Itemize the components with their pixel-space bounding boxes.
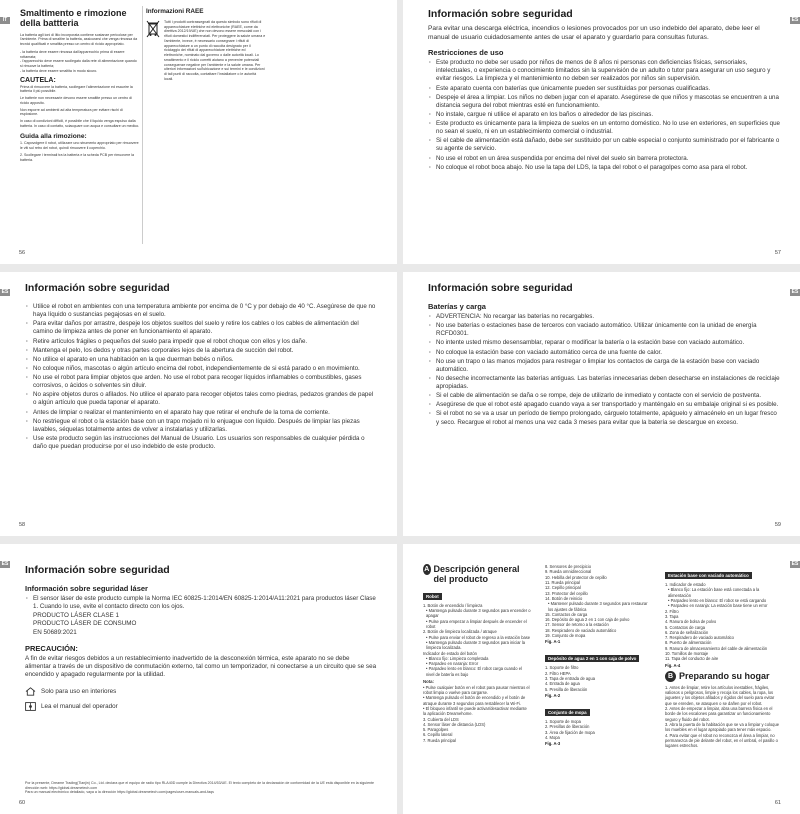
robot-item: 19. Conjunto de mopa	[545, 633, 586, 639]
estacion-item: 1. Indicador de estado	[665, 582, 706, 587]
battery-removal-column	[20, 8, 140, 162]
page-title: Información sobre seguridad	[428, 8, 573, 20]
list-item: · Despeje el área a limpiar. Los niños no deben jugar con el aparato. Asegúrese de que niños y mascotas se encuentren a una distancia segura del robot mientras esté en funcionamiento.	[428, 94, 780, 110]
page-number: 60	[19, 800, 26, 806]
section-b-title: Preparando su hogar	[679, 671, 770, 682]
robot-item: 13. Protector del cepillo	[545, 590, 588, 596]
estacion-item: • Parpadeo lento en blanco: El robot se está cargando	[668, 597, 767, 603]
robot-item: 7. Rueda principal	[423, 737, 456, 743]
language-tag: ES	[1, 561, 9, 567]
list-item: · No aspire objetos duros o afilados. No utilice el aparato para recoger objetos tales como piedras, pedazos grandes de papel o algún artículo que pueda taponar el aparato.	[25, 391, 377, 407]
robot-item: 9. Rueda omnidireccional	[545, 569, 592, 575]
section-subtitle: Baterías y carga	[428, 302, 486, 311]
robot-item: 4. Sensor láser de distancia (LDS)	[423, 721, 486, 727]
indoor-label: Solo para uso en interiores	[41, 688, 117, 696]
raee-text: Tutti i prodotti contrassegnati da questo simbolo sono rifiuti di apparecchiature elettriche ed elettroniche (RAEE, come da direttiva 2012/19/UE) che non devono essere mescolati con i rifiuti domestici indifferenziati. Per proteggere la salute umana e l'ambiente, invece, è necessario consegnare i rifiuti di apparecchiature a un punto di raccolta designato per il riciclaggio dei rifiuti di apparecchiature elettriche ed elettroniche, nominato dal governo o dalle autorità locali. Lo smaltimento e il riciclo corretti aiutano a prevenire potenziali conseguenze negative per l'ambiente e la salute umana. Per ulteriori informazioni sull'ubicazione e sui termini e le condizioni di tali punti di raccolta, contattare l'installatore o le autorità locali.	[164, 20, 266, 81]
estacion-item: 4. Ranura de bolsa de polvo	[665, 619, 717, 625]
manual-book-icon	[25, 702, 36, 711]
manual-row	[25, 702, 377, 711]
robot-item: 3. Cubierta del LDS	[423, 716, 459, 722]
list-item: · No coloque la estación base con vaciado automático cerca de una fuente de calor.	[428, 349, 780, 357]
language-tag: ES	[791, 289, 799, 295]
language-tag: ES	[791, 17, 799, 23]
deposito-item: 1. Soporte de filtro	[545, 665, 579, 671]
robot-item: 5. Paragolpes	[423, 727, 449, 733]
robot-item: • Mantenga pulsado durante 3 segundos para iniciar la limpieza localizada.	[426, 639, 526, 651]
deposito-item: 4. Entrada de agua	[545, 681, 580, 687]
robot-item: 15. Contactos de carga	[545, 611, 588, 617]
estacion-item: 11. Tapa del conducto de aire	[665, 656, 719, 662]
estacion-item: 7. Respiradero de vaciado automático	[665, 635, 734, 641]
estacion-item: • Blanco fijo: La estación base está conectada a la alimentación	[668, 587, 760, 598]
robot-item: 10. Hebilla del protector de cepillo	[545, 574, 607, 580]
list-item: · Utilice el robot en ambientes con una temperatura ambiente por encima de 0 °C y por debajo de 40 °C. Asegúrese de que no haya líquido o sustancias pegajosas en el suelo.	[25, 303, 377, 319]
list-item: · No coloque el robot boca abajo. No use la tapa del LDS, la tapa del robot o el paragolpes como asa para el robot.	[428, 164, 780, 172]
product-overview-column-2	[545, 564, 653, 749]
page-number: 56	[19, 250, 26, 256]
robot-item: • Mantener pulsado durante 3 segundos para restaurar los ajustes de fábrica	[548, 601, 648, 612]
raee-column	[146, 8, 266, 82]
list-item: · No use el robot en un área suspendida por encima del nivel del suelo sin barrera protectora.	[428, 155, 780, 163]
battery-note: - la batteria deve essere smaltita in modo sicuro.	[20, 68, 98, 73]
robot-item: • Blanco fijo: Limpieza completada	[426, 655, 489, 661]
robot-item: Indicador de estado del botón	[423, 650, 477, 656]
list-item: · No use baterías o estaciones base de terceros con vaciado automático. Utilizar únicamente con la unidad de energía RCFD0301.	[428, 322, 780, 338]
page-61	[403, 544, 800, 814]
language-tag: IT	[0, 17, 10, 24]
list-item: · No utilice el aparato en una habitación en la que duerman bebés o niños.	[25, 356, 377, 364]
laser-class-line: PRODUCTO LÁSER CLASE 1	[33, 612, 119, 620]
language-tag: ES	[791, 561, 799, 567]
list-item: · Si el robot no se va a usar un período de tiempo prolongado, cárguelo totalmente, apáguelo y almacénelo en un lugar fresco y seco. Recargue el robot al menos una vez cada 3 meses para evitar que la batería se descargue en exceso.	[428, 410, 780, 426]
robot-label: Robot	[423, 593, 442, 600]
mopa-item: 4. Mopa	[545, 734, 560, 740]
language-tag: ES	[1, 289, 9, 295]
estacion-item: • Parpadeo en naranja: La estación base tiene un error	[668, 603, 768, 609]
estacion-item: 6. Zona de señalización	[665, 629, 709, 635]
caution-text: A fin de evitar riesgos debidos a un restablecimiento inadvertido de la desconexión térmica, este aparato no se debe alimentar a través de un dispositivo de conmutación externo, tal como un temporizador, ni conectarse a un circuito que se sea encendido y apagado regularmente por la utilidad.	[25, 654, 377, 679]
list-item: · No deseche incorrectamente las baterías antiguas. Las baterías innecesarias deben desecharse en instalaciones de reciclaje apropiadas.	[428, 375, 780, 391]
page-59	[403, 272, 800, 536]
product-overview-column-1	[423, 564, 531, 743]
list-item: · No intente usted mismo desensamblar, reparar o modificar la batería o la estación base con vaciado automático.	[428, 339, 780, 347]
prep-item: 4. Para evitar que el robot no reconozca el área a limpiar, no permanezca de pie delante del robot, en el umbral, el pasillo o lugares estrechos.	[665, 732, 778, 749]
battery-note: - l'apparecchio deve essere scollegato dalla rete di alimentazione quando si rimuove la batteria;	[20, 59, 137, 69]
list-item: · No coloque niños, mascotas o algún artículo encima del robot, independientemente de si está parado o en movimiento.	[25, 365, 377, 373]
mopa-item: 3. Área de fijación de mopa	[545, 729, 595, 735]
list-item: · Este aparato cuenta con baterías que únicamente pueden ser sustituidas por personas cualificadas.	[428, 85, 780, 93]
figure-label: Fig. A-2	[545, 692, 561, 698]
guide-title: Guida alla rimozione:	[20, 133, 87, 141]
estacion-item: 5. Contactos de carga	[665, 624, 706, 630]
list-item: · ADVERTENCIA: No recargar las baterías no recargables.	[428, 313, 780, 321]
product-overview-column-3	[665, 564, 781, 748]
mopa-item: 2. Presillas de liberación	[545, 724, 590, 730]
estacion-item: 2. Filtro	[665, 608, 679, 614]
laser-class-line: PRODUCTO LÁSER DE CONSUMO	[33, 620, 137, 628]
page-56	[0, 0, 397, 264]
cautela-title: CAUTELA:	[20, 76, 56, 84]
page-number: 61	[774, 800, 781, 806]
robot-item: • Parpadeo lento en blanco: El robot carga cuando el nivel de batería es bajo	[426, 666, 522, 677]
column-divider	[142, 6, 143, 244]
estacion-item: 8. Puerto de alimentación	[665, 640, 712, 646]
robot-item: 14. Botón de reinicio	[545, 595, 583, 601]
figure-label: Fig. A-4	[665, 662, 681, 668]
safety-list	[25, 303, 377, 451]
page-number: 59	[774, 522, 781, 528]
nota-item: • Pulse cualquier botón en el robot para pausar mientras el robot limpia o vuelve para cargarse.	[423, 684, 530, 695]
deposito-item: 2. Filtro HEPA	[545, 670, 571, 676]
robot-item: 16. Depósito de agua 2 en 1 con caja de polvo	[545, 617, 630, 623]
list-item: · Este producto es únicamente para la limpieza de suelos en un entorno doméstico. No lo use en exteriores, en superficies que no sean el suelo, ni en un establecimiento comercial o industrial.	[428, 120, 780, 136]
section-subtitle: Restricciones de uso	[428, 48, 504, 58]
footer-line: Para un manual electrónico detallado, vaya a la dirección https://global.dreametech.com/pages/user-manuals-and-faqs	[25, 790, 214, 795]
mopa-item: 1. Soporte de mopa	[545, 718, 581, 724]
battery-removal-title: Smaltimento e rimozione della battteria	[20, 8, 127, 29]
estacion-item: 10. Tornillos de montaje	[665, 651, 709, 657]
list-item: · No restriegue el robot o la estación base con un trapo mojado ni lo enjuague con líquido. Después de limpiar las piezas lavables, séquelas totalmente antes de volver a instalarlas y utilizarlas.	[25, 418, 377, 434]
battery-note: - la batteria deve essere rimossa dall'apparecchio prima di essere rottamata;	[20, 49, 125, 59]
robot-item: • Pulse para enviar el robot de regreso a la estación base	[426, 634, 531, 640]
crossed-bin-icon	[146, 20, 160, 38]
caution-title: PRECAUCIÓN:	[25, 643, 78, 653]
list-item: · Use este producto según las instrucciones del Manual de Usuario. Los usuarios son responsables de cualquier pérdida o daño que puedan producirse por el uso indebido de este producto.	[25, 435, 377, 451]
nota-item: • El bloqueo infantil se puede activar/desactivar mediante la aplicación Dreamehome.	[423, 705, 527, 717]
robot-item: 17. Sensor de retorno a la estación	[545, 622, 609, 628]
battery-intro: La batteria agli ioni di litio incorporata contiene sostanze pericolose per l'ambiente. Prima di smaltire la batteria, assicurarsi che venga rimossa da tecnici qualificati e smaltita presso un centro di riciclo appropriato.	[20, 32, 138, 47]
laser-class-line: EN 50689:2021	[33, 628, 77, 636]
estacion-item: 9. Ranura de almacenamiento del cable de alimentación	[665, 645, 768, 651]
list-item: · Este producto no debe ser usado por niños de menos de 8 años ni personas con deficiencias físicas, sensoriales, intelectuales, o experiencia o conocimiento limitados sin la supervisión de un adulto o tutor para asegurar un uso seguro y evitar riesgos. La limpieza y el mantenimiento no deben ser realizados por niños sin supervisión.	[428, 59, 780, 83]
cautela-text: Non esporre ad ambienti ad alta temperatura per evitare rischi di esplosione.	[20, 107, 123, 117]
footer-line: Por la presente, Dreame Trading(Tianjin) Co., Ltd. declara que el equipo de radio tipo RLA40D cumple la Directiva 2014/53/UE. El texto completo de la declaración de conformidad de la UE está disponible en la siguiente dirección web: https://global.dreametech.com	[25, 781, 375, 790]
cautela-text: In caso di condizioni difficili, è possibile che il liquido venga espulso dalla batteria. In caso di contatto, sciacquare con acqua e consultare un medico.	[20, 118, 140, 128]
page-60	[0, 544, 397, 814]
prep-item: 2. Antes de empezar a limpiar, abra una barrera física en el borde de los escalones para garantizar un funcionamiento seguro y fluido del robot.	[665, 705, 773, 722]
guide-step: 1. Capovolgere il robot, utilizzare uno strumento appropriato per rimuovere le viti sul retro del robot, quindi rimuovere il coperchio.	[20, 141, 139, 151]
mopa-label: Conjunto de mopa	[545, 709, 590, 716]
list-item: · Si el cable de alimentación está dañado, debe ser sustituido por un cable especial o conjunto suministrado por el fabricante o su agente de servicio.	[428, 137, 780, 153]
page-number: 58	[19, 522, 26, 528]
page-title: Información sobre seguridad	[428, 282, 573, 294]
robot-item: 1. Botón de encendido / limpieza	[423, 602, 483, 608]
prep-item: 3. Abra la puerta de la habitación que se va a limpiar y coloque los muebles en el lugar apropiado para tener más espacio.	[665, 721, 780, 733]
indoor-row	[25, 687, 377, 696]
list-item: · Mantenga el pelo, los dedos y otras partes corporales lejos de la abertura de succión del robot.	[25, 347, 377, 355]
list-item: · Retire artículos frágiles o pequeños del suelo para impedir que el robot choque con ellos y los dañe.	[25, 338, 377, 346]
section-a-title: Descripción general del producto	[433, 564, 520, 585]
robot-item: • Pulse para empezar a limpiar después de encender el robot	[426, 618, 527, 629]
figure-label: Fig. A-3	[545, 741, 561, 747]
list-item: · No instale, cargue ni utilice el aparato en los baños o alrededor de las piscinas.	[428, 111, 780, 119]
section-b-badge: B	[665, 671, 676, 682]
robot-item: 12. Cepillo principal	[545, 585, 581, 591]
robot-item: 2. Botón de limpieza localizada / atraque	[423, 629, 497, 635]
list-item: · Asegúrese de que el robot esté apagado cuando vaya a ser transportado y manténgalo en su embalaje original si es posible.	[428, 401, 780, 409]
raee-title: Informazioni RAEE	[146, 8, 204, 15]
robot-item: 8. Sensores de precipicio	[545, 564, 591, 569]
deposito-item: 3. Tapa de entrada de agua	[545, 676, 596, 681]
list-item: · No use un trapo o las manos mojados para restregar o limpiar los contactos de carga de la estación base con vaciado automático.	[428, 358, 780, 374]
nota-label: Nota:	[423, 679, 434, 685]
page-title: Información sobre seguridad	[25, 564, 170, 576]
prep-item: 1. Antes de limpiar, retire los artículos inestables, frágiles, valiosos o peligrosos, limpie y recoja los cables, la ropa, los juguetes y los objetos afilados y rígidos del suelo para evitar que se enreden, se atasquen o se dañen por el robot.	[665, 684, 775, 706]
nota-item: • Mantenga pulsado el botón de encendido y el botón de atraque durante 3 segundos para restablecer la Wi-Fi.	[423, 695, 526, 706]
house-icon	[25, 687, 36, 696]
estacion-item: 3. Tapa	[665, 613, 679, 619]
figure-label: Fig. A-1	[545, 639, 561, 645]
declaration-footer	[25, 781, 380, 795]
page-number: 57	[774, 250, 781, 256]
deposito-item: 5. Presilla de liberación	[545, 686, 588, 692]
battery-list	[428, 313, 780, 427]
list-item: · Para evitar daños por arrastre, despeje los objetos sueltos del suelo y retire los cables o los cables de alimentación del camino de limpieza antes de poner en funcionamiento el aparato.	[25, 320, 377, 336]
list-item: · El sensor láser de este producto cumple la Norma IEC 60825-1:2014/EN 60825-1:2014/A11:2021 para productos láser Clase 1. Cuando lo use, evite el contacto directo con los ojos.	[25, 595, 377, 611]
section-a-badge: A	[424, 566, 430, 573]
robot-item: 6. Cepillo lateral	[423, 732, 453, 738]
laser-title: Información sobre seguridad láser	[25, 584, 148, 593]
deposito-label: Depósito de agua 2 en 1 con caja de polvo	[545, 655, 639, 662]
robot-item: • Mantenga pulsado durante 3 segundos para encender o apagar	[426, 608, 531, 619]
cautela-text: Le batterie non necessarie devono essere smaltite presso un centro di riciclo apposito.	[20, 96, 132, 105]
list-item: · No use el robot para limpiar objetos que arden. No use el robot para recoger líquidos inflamables o combustibles, gases corrosivos, o ácidos o solventes sin diluir.	[25, 374, 377, 390]
robot-item: • Parpadeo en naranja: Error	[426, 661, 479, 667]
robot-item: 18. Respiradero de vaciado automático	[545, 627, 617, 633]
estacion-label: Estación base con vaciado automático	[665, 572, 752, 579]
page-58	[0, 272, 397, 536]
page-57	[403, 0, 800, 264]
robot-item: 11. Rueda principal	[545, 579, 580, 585]
list-item: · Antes de limpiar o realizar el mantenimiento en el aparato hay que retirar el enchufe de la toma de corriente.	[25, 409, 377, 417]
restrictions-list	[428, 59, 780, 172]
guide-step: 2. Scollegare i terminali tra la batteria e la scheda PCB per rimuovere la batteria.	[20, 152, 135, 162]
laser-list	[25, 595, 377, 611]
cautela-text: Prima di rimuovere la batteria, scollegare l'alimentazione ed esaurire la batteria il più possibile.	[20, 84, 133, 94]
intro-text: Para evitar una descarga eléctrica, incendios o lesiones provocados por un uso indebido del aparato, debe leer el manual de usuario cuidadosamente antes de usar el aparato y guardarlo para consultas futuras.	[428, 25, 760, 41]
page-title: Información sobre seguridad	[25, 282, 170, 294]
list-item: · Si el cable de alimentación se daña o se rompe, deje de utilizarlo de inmediato y contacte con el servicio de postventa.	[428, 392, 780, 400]
manual-label: Lea el manual del operador	[41, 703, 118, 711]
